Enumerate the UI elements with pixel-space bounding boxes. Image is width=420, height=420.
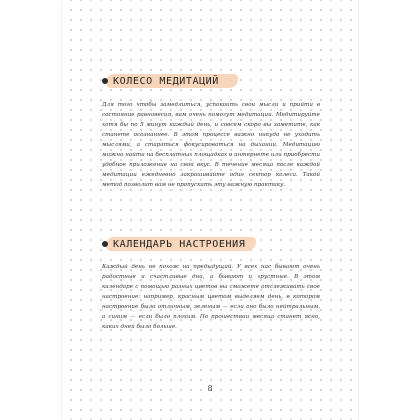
bullet-dot-icon	[102, 78, 108, 84]
section-paragraph-mood-calendar: Каждый день не похож на предыдущий. У всех нас бывают очень радостные и счастливые дни, а бывают и грустные. В этом календаре с помощью разных цветов вы сможете отслеживать свое настроение: например, красным цветом выделяем день, в котором настроение было отличным, зеленым — если оно было нейтральным, а синим — если было плохим. По прошествии месяца станет ясно, каких дней было больше.	[102, 264, 320, 330]
notebook-page	[62, 0, 358, 420]
section-heading-meditation-wheel	[102, 73, 219, 89]
section-paragraph-meditation-wheel: Для того чтобы замедлиться, успокоить свои мысли и прийти в состояние равновесия, вам очень помогут медитации. Медитируйте хотя бы по 5 минут каждый день, и совсем скоро вы заметите, как станете осознаннее. В этом процессе важно никуда не уходить мыслями, а стараться фокусироваться на дыхании. Медитацию можно найти на бесплатных площадках в интернете или приобрести удобное приложение на свой вкус. В течение месяца после каждой медитации ежедневно закрашивайте один сектор колеса. Такой метод позволит вам не пропускать эту важную практику.	[102, 102, 320, 188]
bullet-dot-icon	[102, 241, 108, 247]
section-title: КАЛЕНДАРЬ НАСТРОЕНИЯ	[113, 238, 246, 250]
page-number: 8	[207, 384, 213, 393]
section-heading-mood-calendar	[102, 236, 245, 252]
section-title: КОЛЕСО МЕДИТАЦИЙ	[113, 75, 219, 87]
